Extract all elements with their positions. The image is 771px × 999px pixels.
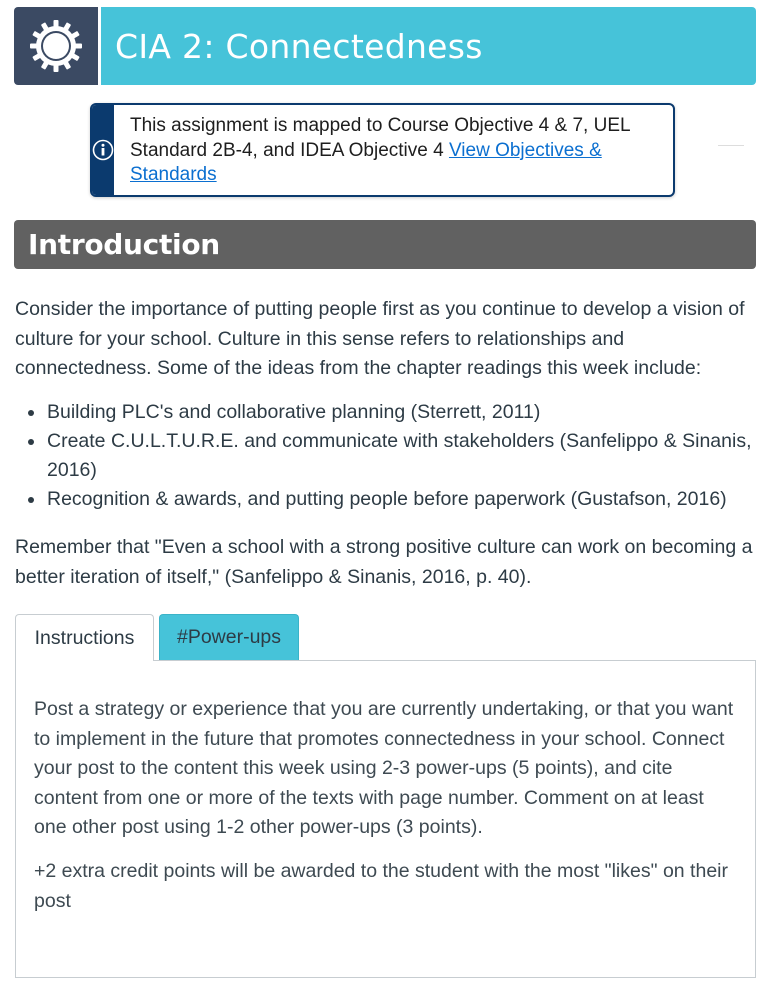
gear-icon [28,18,84,74]
tab-instructions[interactable]: Instructions [15,614,154,661]
view-objectives-link[interactable]: View Objectives & Standards [130,139,602,185]
section-title: Introduction [28,228,220,261]
page-title: CIA 2: Connectedness [115,26,483,66]
list-item: Recognition & awards, and putting people before paperwork (Gustafson, 2016) [15,485,755,514]
notice-text [114,105,673,195]
instructions-paragraph: Post a strategy or experience that you are currently undertaking, or that you want to implement in the future that promotes connectedness in your school. Connect your post to the content this week using 2-3 power-ups (5 points), and cite content from one or more of the texts with page number. Comment on at least one other post using 1-2 other power-ups (3 points). [34,698,734,838]
notice-icon-box [92,105,114,195]
page-banner [14,7,756,85]
banner-icon-box [14,7,98,85]
extra-credit-paragraph: +2 extra credit points will be awarded to the student with the most "likes" on their post [34,860,728,912]
intro-paragraph: Consider the importance of putting people first as you continue to develop a vision of culture for your school. Culture in this sense refers to relationships and connectedness. Some of the ideas from the chapter readings this week include: [15,298,745,379]
list-item: Building PLC's and collaborative planning (Sterrett, 2011) [15,398,755,427]
banner-title-box [101,7,756,85]
info-icon [92,139,114,161]
notice-message: This assignment is mapped to Course Objective 4 & 7, UEL Standard 2B-4, and IDEA Objective 4 [130,115,630,161]
instructions-panel [15,660,756,978]
ideas-list [15,398,755,514]
objectives-notice [90,103,675,197]
section-header [14,220,756,269]
divider [718,145,744,146]
list-item: Create C.U.L.T.U.R.E. and communicate with stakeholders (Sanfelippo & Sinanis, 2016) [15,427,755,485]
quote-paragraph: Remember that "Even a school with a strong positive culture can work on becoming a better iteration of itself," (Sanfelippo & Sinanis, 2016, p. 40). [15,536,753,588]
tab-power-ups[interactable]: #Power-ups [159,614,299,660]
